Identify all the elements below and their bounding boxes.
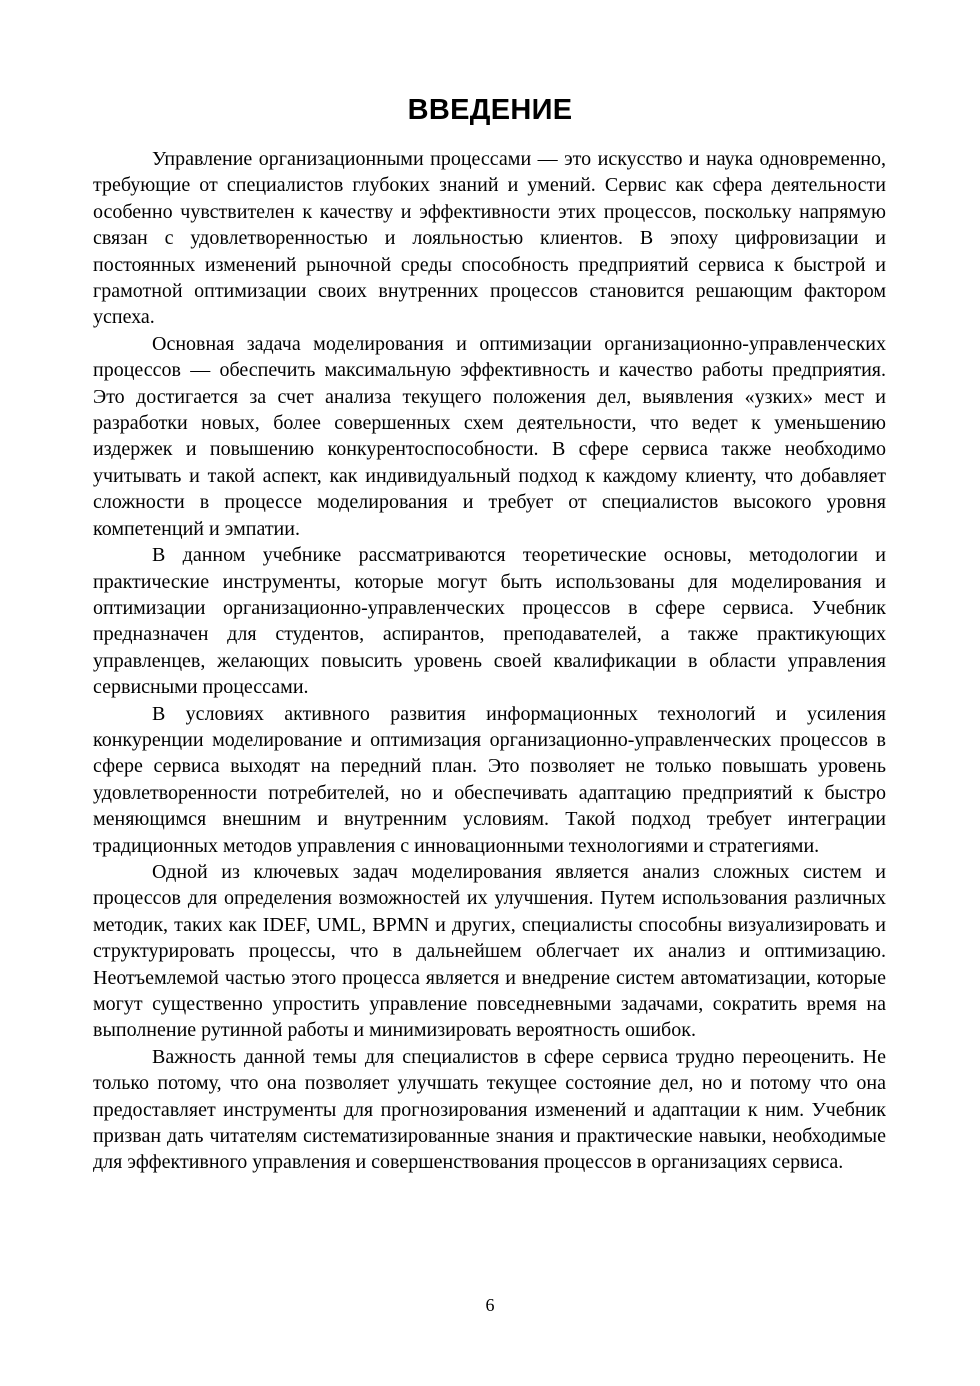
paragraph: Одной из ключевых задач моделирования является анализ сложных систем и процессов для определения возможностей их улучшения. Путем использования различных методик, таких как IDEF, UML, BPMN и других, специалисты способны визуализировать и структурировать процессы, что в дальнейшем облегчает их анализ и оптимизацию. Неотъемлемой частью этого процесса является и внедрение систем автоматизации, которые могут существенно упростить управление повседневными задачами, сократить время на выполнение рутинной работы и минимизировать вероятность ошибок. <box>93 860 886 1042</box>
page-number: 6 <box>485 1295 495 1315</box>
paragraph: В условиях активного развития информационных технологий и усиления конкуренции моделирование и оптимизация организационно-управленческих процессов в сфере сервиса выходят на передний план. Это позволяет не только повышать уровень удовлетворенности потребителей, но и обеспечивать адаптацию предприятий к быстро меняющимся внешним и внутренним условиям. Такой подход требует интеграции традиционных методов управления с инновационными технологиями и стратегиями. <box>93 702 886 857</box>
paragraph: В данном учебнике рассматриваются теоретические основы, методологии и практические инструменты, которые могут быть использованы для моделирования и оптимизации организационно-управленческих процессов в сфере сервиса. Учебник предназначен для студентов, аспирантов, преподавателей, а также практикующих управленцев, желающих повысить уровень своей квалификации в области управления сервисными процессами. <box>93 544 886 699</box>
paragraph: Основная задача моделирования и оптимизации организационно-управленческих процессов — обеспечить максимальную эффективность и качество работы предприятия. Это достигается за счет анализа текущего положения дел, выявления «узких» мест и разработки новых, более совершенных схем деятельности, что ведет к уменьшению издержек и повышению конкурентоспособности. В сфере сервиса также необходимо учитывать и такой аспект, как индивидуальный подход к каждому клиенту, что добавляет сложности в процессе моделирования и требует от специалистов высокого уровня компетенций и эмпатии. <box>93 332 886 540</box>
paragraph: Важность данной темы для специалистов в сфере сервиса трудно переоценить. Не только потому, что она позволяет улучшать текущее состояние дел, но и потому что она предоставляет инструменты для прогнозирования изменений и адаптации к ним. Учебник призван дать читателям систематизированные знания и практические навыки, необходимые для эффективного управления и совершенствования процессов в организациях сервиса. <box>93 1045 886 1174</box>
page-title: ВВЕДЕНИЕ <box>407 94 573 126</box>
paragraph: Управление организационными процессами — это искусство и наука одновременно, требующие от специалистов глубоких знаний и умений. Сервис как сфера деятельности особенно чувствителен к качеству и эффективности этих процессов, поскольку напрямую связан с удовлетворенностью и лояльностью клиентов. В эпоху цифровизации и постоянных изменений рыночной среды способность предприятий сервиса к быстрой и грамотной оптимизации своих внутренних процессов становится решающим фактором успеха. <box>93 148 886 329</box>
body-text <box>93 146 886 1176</box>
